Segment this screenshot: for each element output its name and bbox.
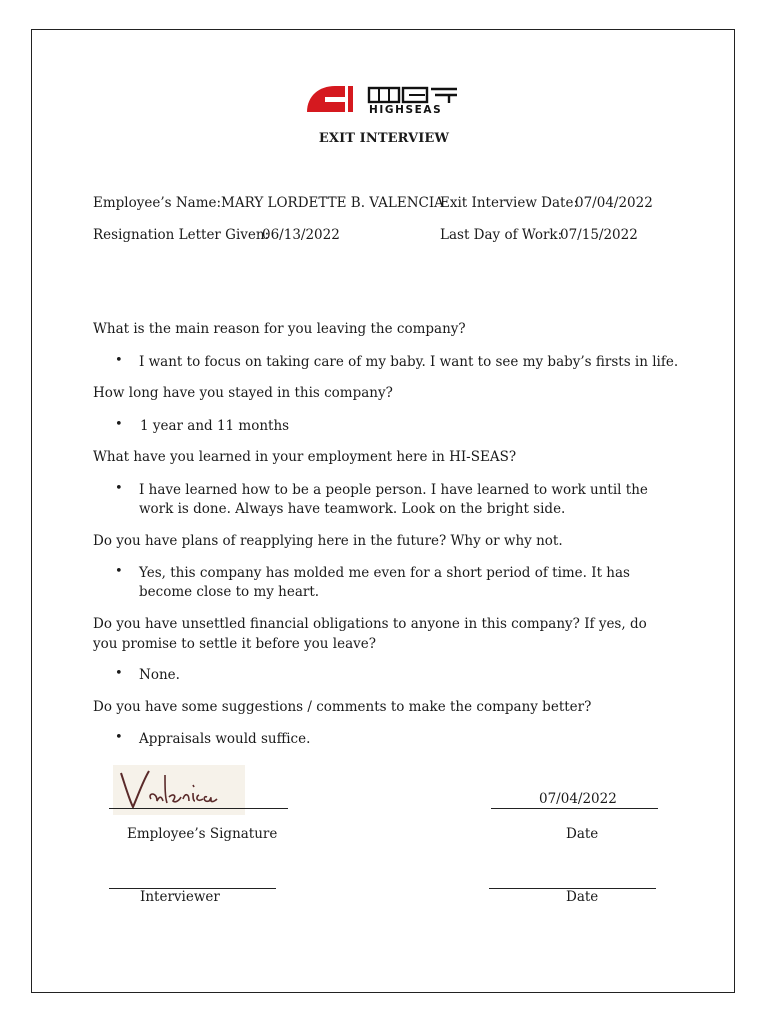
date-line-1 xyxy=(491,808,658,809)
answer-1: I want to focus on taking care of my baby. I want to see my baby’s firsts in life. xyxy=(139,354,679,370)
employee-name-label: Employee’s Name: xyxy=(93,195,222,211)
question-5: Do you have unsettled financial obligations to anyone in this company? If yes, do you promise to settle it before you leave? xyxy=(93,616,647,652)
date-label-1: Date xyxy=(566,826,599,842)
employee-signature-label: Employee’s Signature xyxy=(127,826,278,842)
employee-name-value: MARY LORDETTE B. VALENCIA xyxy=(221,195,444,211)
bullet-3: • xyxy=(115,481,123,496)
resignation-label: Resignation Letter Given: xyxy=(93,227,270,243)
question-3: What have you learned in your employment here in HI-SEAS? xyxy=(93,449,517,465)
exit-date-value: 07/04/2022 xyxy=(575,195,653,211)
bullet-2: • xyxy=(115,417,123,432)
question-6: Do you have some suggestions / comments to make the company better? xyxy=(93,699,592,715)
exit-date-label: Exit Interview Date: xyxy=(440,195,579,211)
employee-signature-line xyxy=(109,808,288,809)
bullet-4: • xyxy=(115,564,123,579)
date-label-2: Date xyxy=(566,889,599,905)
document-title: EXIT INTERVIEW xyxy=(318,131,450,146)
interviewer-label: Interviewer xyxy=(140,889,220,905)
question-2: How long have you stayed in this company? xyxy=(93,385,393,401)
logo-brand-en: HIGHSEAS xyxy=(369,104,443,116)
question-1: What is the main reason for you leaving the company? xyxy=(93,321,466,337)
answer-6: Appraisals would suffice. xyxy=(139,731,311,747)
signature-date-value: 07/04/2022 xyxy=(539,791,617,807)
highseas-logo xyxy=(305,82,465,116)
last-day-label: Last Day of Work: xyxy=(440,227,563,243)
answer-4: Yes, this company has molded me even for a short period of time. It has become close to my heart. xyxy=(139,565,630,600)
question-4: Do you have plans of reapplying here in the future? Why or why not. xyxy=(93,533,563,549)
last-day-value: 07/15/2022 xyxy=(560,227,638,243)
bullet-1: • xyxy=(115,353,123,368)
bullet-5: • xyxy=(115,666,123,681)
answer-2: 1 year and 11 months xyxy=(140,418,290,434)
resignation-date-value: 06/13/2022 xyxy=(262,227,340,243)
answer-3: I have learned how to be a people person. I have learned to work until the work is done. Always have teamwork. Look on the bright side. xyxy=(139,482,648,517)
bullet-6: • xyxy=(115,730,123,745)
answer-5: None. xyxy=(139,667,180,683)
